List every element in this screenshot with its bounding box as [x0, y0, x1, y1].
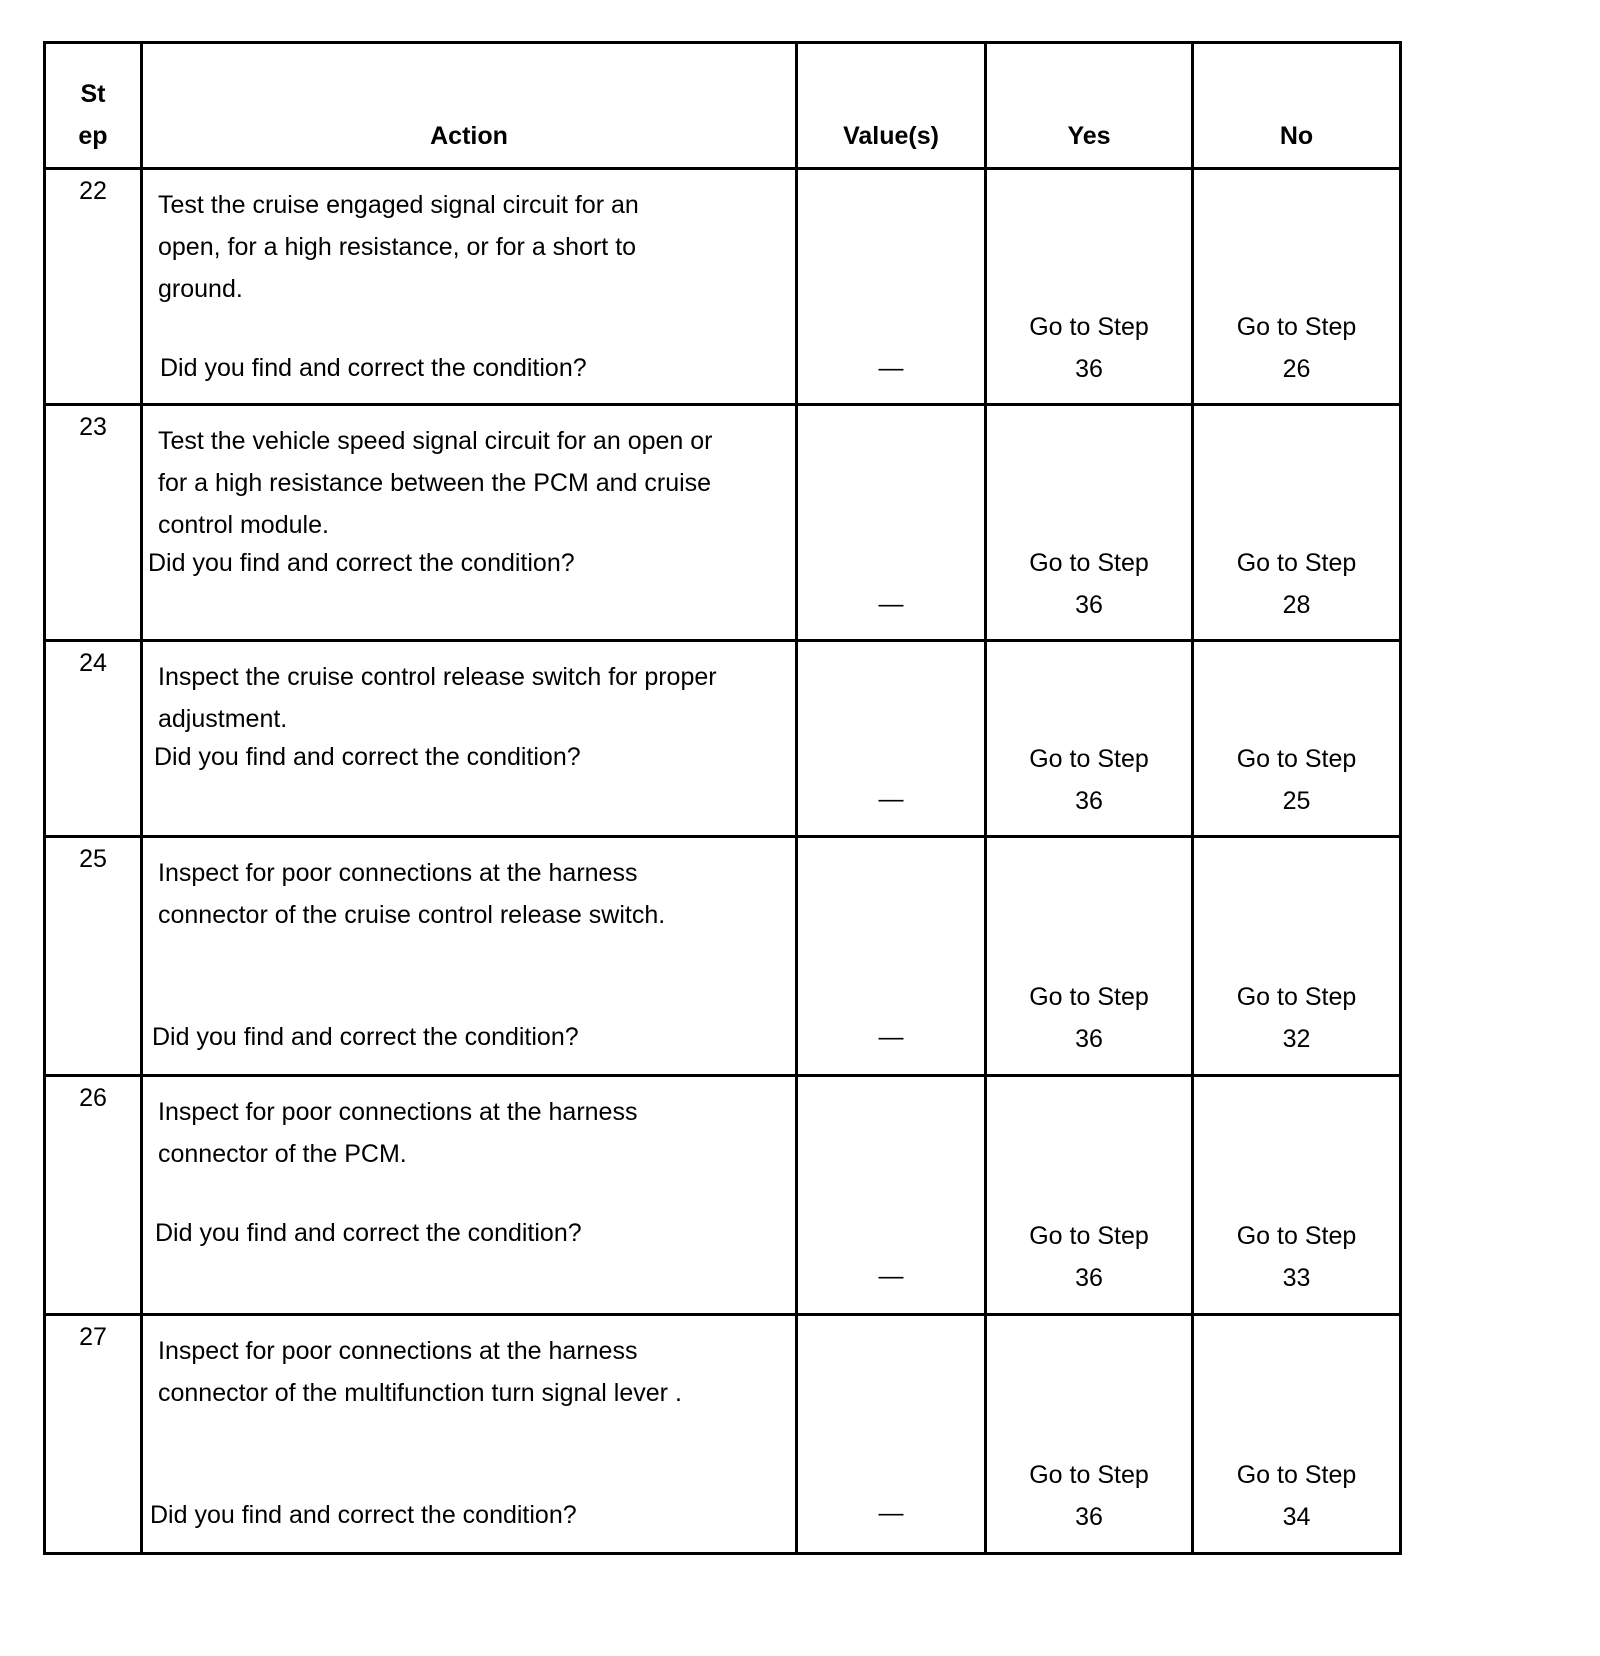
value-cell [797, 837, 986, 1076]
step-number: 25 [45, 837, 142, 1076]
yes-goto-step: 36 [1075, 355, 1103, 383]
no-goto-step: 33 [1282, 1264, 1311, 1292]
yes-goto-step: 36 [1075, 1264, 1103, 1292]
table-row [45, 169, 1401, 405]
no-goto-step: 28 [1282, 591, 1311, 619]
no-cell [1193, 837, 1401, 1076]
yes-cell [986, 1315, 1193, 1554]
yes-goto-label: Go to Step [1029, 549, 1149, 577]
value-dash: — [878, 785, 904, 813]
value-dash: — [878, 354, 904, 382]
step-number: 24 [45, 641, 142, 837]
table-row [45, 405, 1401, 641]
header-yes: Yes [986, 43, 1193, 169]
yes-goto-step: 36 [1075, 787, 1103, 815]
action-question: Did you find and correct the condition? [150, 1501, 577, 1529]
step-number: 27 [45, 1315, 142, 1554]
action-question: Did you find and correct the condition? [155, 1219, 582, 1247]
yes-goto-step: 36 [1075, 1503, 1103, 1531]
no-goto-label: Go to Step [1236, 983, 1357, 1011]
header-no: No [1193, 43, 1401, 169]
action-cell [142, 1076, 797, 1315]
yes-cell [986, 169, 1193, 405]
header-step-line2: ep [78, 122, 108, 150]
value-dash: — [878, 590, 904, 618]
yes-cell [986, 1076, 1193, 1315]
step-number: 23 [45, 405, 142, 641]
yes-goto-label: Go to Step [1029, 1461, 1149, 1489]
action-question: Did you find and correct the condition? [154, 743, 581, 771]
action-cell [142, 169, 797, 405]
value-cell [797, 1315, 986, 1554]
action-text: Inspect the cruise control release switch for proper adjustment. [158, 663, 717, 733]
yes-cell [986, 837, 1193, 1076]
table-row [45, 837, 1401, 1076]
value-dash: — [878, 1499, 904, 1527]
yes-goto-step: 36 [1075, 1025, 1103, 1053]
no-goto-step: 26 [1282, 355, 1311, 383]
action-question: Did you find and correct the condition? [148, 549, 575, 577]
no-goto-label: Go to Step [1236, 745, 1357, 773]
action-text: Test the cruise engaged signal circuit for an open, for a high resistance, or for a short to ground. [158, 191, 639, 303]
header-values: Value(s) [797, 43, 986, 169]
no-cell [1193, 169, 1401, 405]
yes-cell [986, 641, 1193, 837]
step-number: 26 [45, 1076, 142, 1315]
header-action: Action [142, 43, 797, 169]
no-cell [1193, 641, 1401, 837]
action-cell [142, 1315, 797, 1554]
action-cell [142, 837, 797, 1076]
diagnostic-table [43, 41, 1402, 1555]
no-cell [1193, 405, 1401, 641]
no-cell [1193, 1076, 1401, 1315]
header-row [45, 43, 1401, 169]
action-question: Did you find and correct the condition? [160, 354, 587, 382]
value-cell [797, 641, 986, 837]
yes-goto-step: 36 [1075, 591, 1103, 619]
action-text: Inspect for poor connections at the harness connector of the PCM. [158, 1098, 638, 1168]
action-cell [142, 405, 797, 641]
value-cell [797, 1076, 986, 1315]
value-cell [797, 169, 986, 405]
value-cell [797, 405, 986, 641]
action-question: Did you find and correct the condition? [152, 1023, 579, 1051]
action-text: Test the vehicle speed signal circuit for an open or for a high resistance between the PCM and cruise control module. [158, 427, 713, 539]
no-goto-label: Go to Step [1236, 313, 1357, 341]
table-row [45, 1076, 1401, 1315]
no-goto-step: 34 [1282, 1503, 1311, 1531]
value-dash: — [878, 1262, 904, 1290]
yes-goto-label: Go to Step [1029, 745, 1149, 773]
yes-goto-label: Go to Step [1029, 983, 1149, 1011]
no-goto-label: Go to Step [1236, 549, 1357, 577]
no-goto-step: 25 [1282, 787, 1311, 815]
action-cell [142, 641, 797, 837]
table-row [45, 1315, 1401, 1554]
header-step [45, 43, 142, 169]
yes-cell [986, 405, 1193, 641]
yes-goto-label: Go to Step [1029, 313, 1149, 341]
no-goto-label: Go to Step [1236, 1222, 1357, 1250]
no-cell [1193, 1315, 1401, 1554]
table-row [45, 641, 1401, 837]
action-text: Inspect for poor connections at the harness connector of the cruise control release switch. [158, 859, 666, 929]
action-text: Inspect for poor connections at the harness connector of the multifunction turn signal lever . [158, 1337, 682, 1407]
no-goto-step: 32 [1282, 1025, 1311, 1053]
value-dash: — [878, 1023, 904, 1051]
yes-goto-label: Go to Step [1029, 1222, 1149, 1250]
no-goto-label: Go to Step [1236, 1461, 1357, 1489]
step-number: 22 [45, 169, 142, 405]
header-step-line1: St [80, 80, 106, 108]
